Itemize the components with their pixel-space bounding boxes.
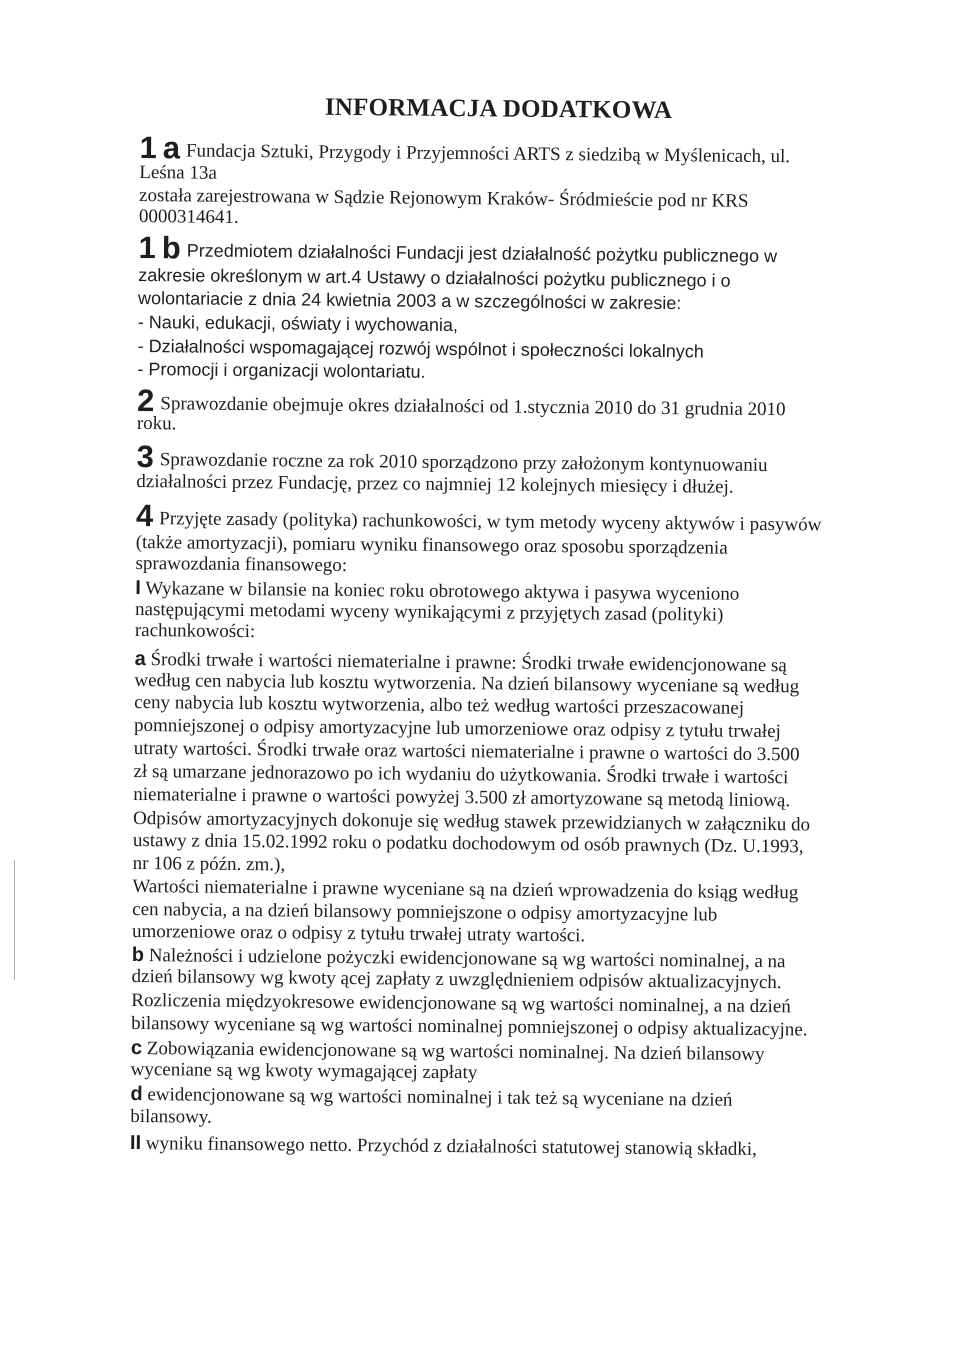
part-I-line: Wykazane w bilansie na koniec roku obrotowego aktywa i pasywa wyceniono [145, 578, 740, 605]
item-b-line: Rozliczenia międzyokresowe ewidencjonowane są wg wartości nominalnej, a na dzień [131, 989, 791, 1018]
section-2-heading [136, 382, 786, 421]
section-1b-line: zakresie określonym w art.4 Ustawy o działalności pożytku publicznego i o [138, 264, 731, 291]
item-marker: a [134, 647, 146, 671]
part-I-line: następującymi metodami wyceny wynikającymi z przyjętych zasad (polityki) [135, 598, 724, 626]
part-marker: I [135, 576, 141, 600]
item-c-line: wyceniane są wg kwoty wymagającej zapłaty [130, 1058, 478, 1084]
section-1a-line: Fundacja Sztuki, Przygody i Przyjemności ARTS z siedzibą w Myślenicach, ul. [185, 140, 791, 168]
item-a-line: utraty wartości. Środki trwałe oraz wartości niematerialne i prawne o wartości do 3.500 [133, 737, 800, 766]
section-4-heading [135, 497, 822, 537]
section-number: 1 [138, 229, 157, 266]
section-number: 4 [135, 497, 154, 534]
item-a-line: według cen nabycia lub kosztu wytworzenia. Na dzień bilansowy wyceniane są według [134, 669, 800, 698]
section-1b-line: - Działalności wspomagającej rozwój wspólnot i społeczności lokalnych [137, 335, 704, 362]
section-1b-heading [138, 229, 778, 267]
section-3-line: działalności przez Fundację, przez co najmniej 12 kolejnych miesięcy i dłużej. [136, 470, 734, 498]
item-a-line: zł są umarzane jednorazowo po ich wydaniu do użytkowania. Środki trwałe i wartości [133, 760, 789, 789]
item-d-heading [130, 1083, 732, 1112]
item-marker: c [130, 1036, 143, 1060]
item-a-line: pomniejszonej o odpisy amortyzacyjne lub umorzeniowe oraz odpisy z tytułu trwałej [133, 714, 781, 743]
section-2-line: roku. [136, 412, 177, 435]
document-title: INFORMACJA DODATKOWA [324, 93, 673, 125]
section-1a-heading [139, 129, 791, 168]
item-a-line: cen nabycia, a na dzień bilansowy pomniejszone o odpisy amortyzacyjne lub [132, 898, 718, 926]
item-a-line: Wartości niematerialne i prawne wyceniane są na dzień wprowadzenia do ksiąg według [132, 875, 799, 904]
item-a-line: nr 106 z późn. zm.), [132, 852, 286, 876]
section-1b-line: - Nauki, edukacji, oświaty i wychowania, [137, 311, 459, 336]
item-b-line: bilansowy wyceniane są wg wartości nominalnej pomniejszonej o odpisy aktualizacyjne. [131, 1012, 808, 1041]
item-b-line: dzień bilansowy wg kwoty ącej zapłaty z uwzględnieniem odpisów aktualizacyjnych. [131, 965, 782, 994]
item-a-line: umorzeniowe oraz o odpisy z tytułu trwałej utraty wartości. [131, 920, 586, 947]
item-c-line: Zobowiązania ewidencjonowane są wg wartości nominalnej. Na dzień bilansowy [146, 1038, 765, 1066]
section-1a-line: została zarejestrowana w Sądzie Rejonowym Kraków- Śródmieście pod nr KRS [138, 184, 749, 212]
item-a-line: Środki trwałe i wartości niematerialne i prawne: Środki trwałe ewidencjonowane są [150, 649, 787, 677]
section-1b-line: - Promocji i organizacji wolontariatu. [137, 358, 426, 382]
item-a-line: niematerialne i prawne o wartości powyżej 3.500 zł amortyzowane są metodą liniową. [133, 783, 791, 812]
item-d-line: bilansowy. [130, 1105, 212, 1128]
section-4-line: sprawozdania finansowego: [135, 552, 348, 577]
section-1b-line: wolontariacie z dnia 24 kwietnia 2003 a w szczególności w zakresie: [138, 287, 682, 314]
section-4-line: Przyjęte zasady (polityka) rachunkowości, w tym metody wyceny aktywów i pasywów [159, 508, 822, 536]
section-letter: b [161, 230, 181, 266]
section-4-line: (także amortyzacji), pomiaru wyniku finansowego oraz sposobu sporządzenia [135, 531, 728, 559]
section-1b-line: Przedmiotem działalności Fundacji jest działalność pożytku publicznego w [186, 240, 778, 267]
part-marker: II [129, 1131, 142, 1155]
section-1a-line: Leśna 13a [139, 161, 217, 184]
item-a-line: ceny nabycia lub kosztu wytworzenia, albo też według wartości przeszacowanej [134, 691, 745, 719]
section-letter: a [162, 130, 181, 166]
item-d-line: ewidencjonowane są wg wartości nominalnej i tak też są wyceniane na dzień [147, 1084, 733, 1111]
section-1a-line: 0000314641. [138, 205, 239, 228]
section-2-line: Sprawozdanie obejmuje okres działalności od 1.stycznia 2010 do 31 grudnia 2010 [160, 393, 786, 421]
part-II-heading [130, 1132, 757, 1161]
item-a-line: ustawy z dnia 15.02.1992 roku o podatku dochodowym od osób prawnych (Dz. U.1993, [132, 829, 804, 858]
section-number: 1 [139, 129, 157, 166]
section-3-line: Sprawozdanie roczne za rok 2010 sporządzono przy założonym kontynuowaniu [159, 449, 768, 477]
item-marker: d [130, 1082, 143, 1106]
item-a-line: Odpisów amortyzacyjnych dokonuje się według stawek przewidzianych w załączniku do [133, 807, 811, 836]
item-marker: b [131, 943, 145, 967]
section-number: 2 [136, 382, 155, 419]
item-b-line: Należności i udzielone pożyczki ewidencjonowane są wg wartości nominalnej, a na [148, 945, 786, 973]
part-I-line: rachunkowości: [134, 619, 256, 643]
part-II-line: wyniku finansowego netto. Przychód z działalności statutowej stanowią składki, [145, 1133, 757, 1160]
section-number: 3 [136, 438, 154, 475]
